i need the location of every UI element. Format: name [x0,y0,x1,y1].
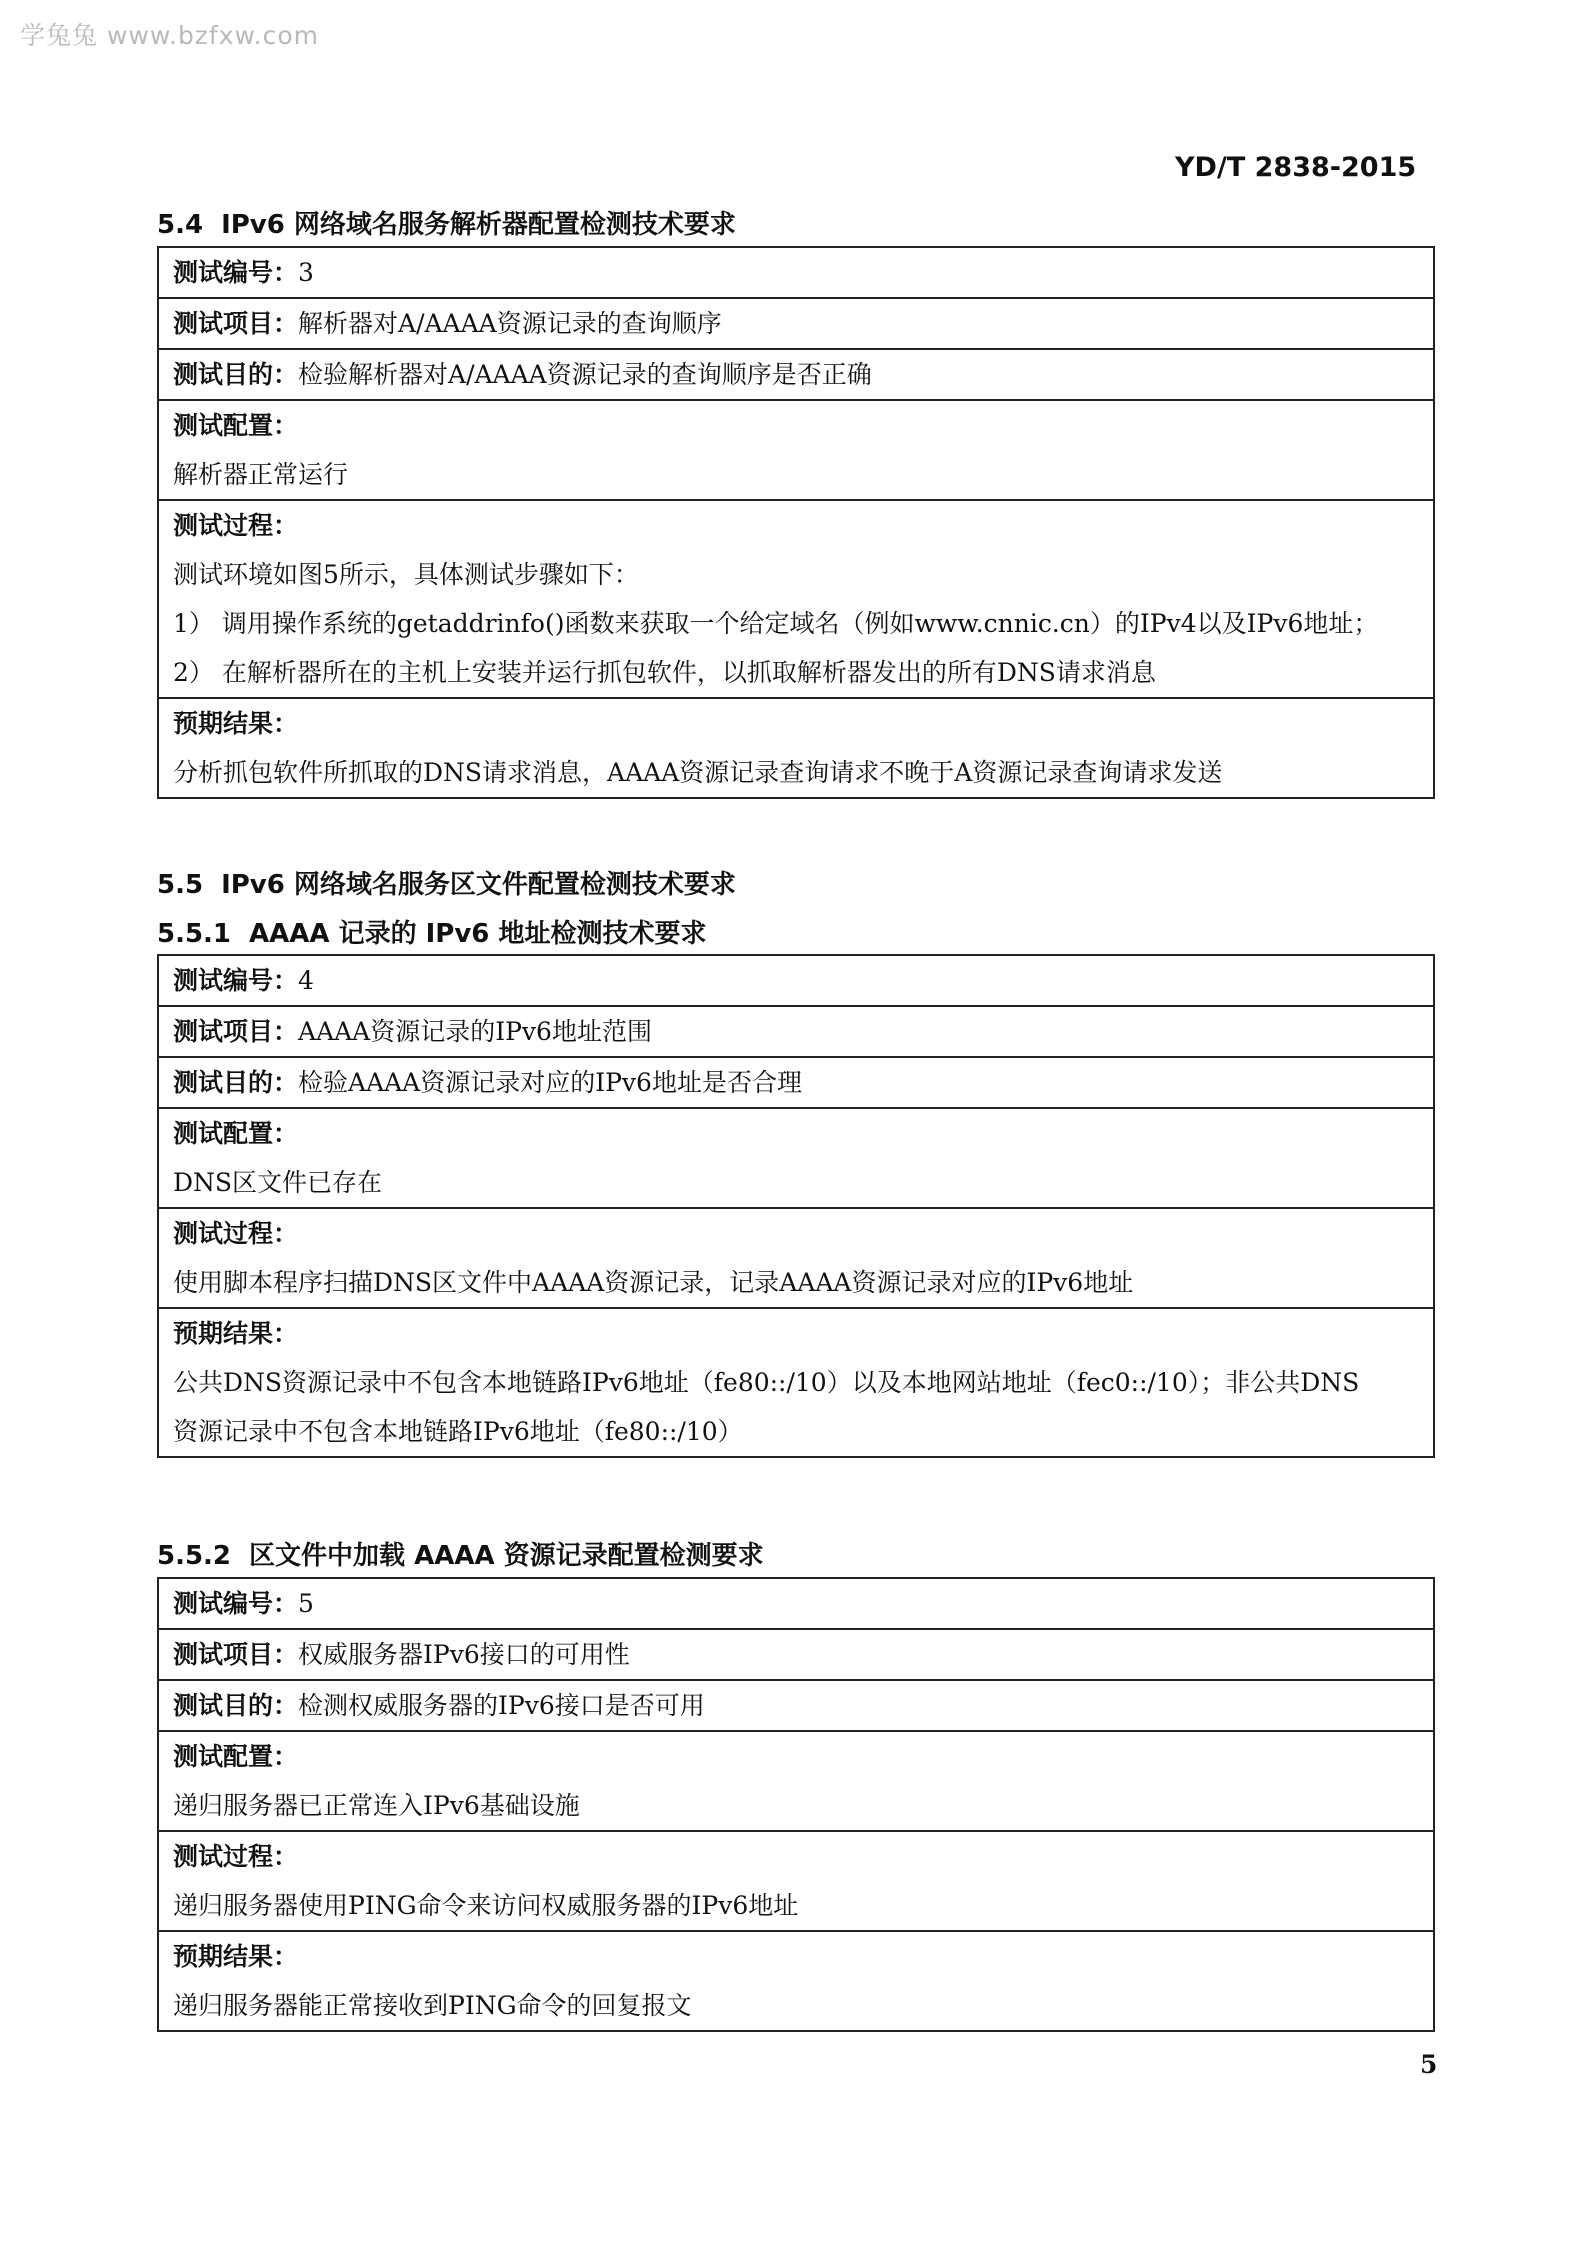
row-test-procedure [159,499,1433,697]
label-test-item: 测试项目： [173,1640,299,1669]
section-heading-5-5-1 [157,913,706,950]
value-test-item: AAAA资源记录的IPv6地址范围 [298,1017,652,1046]
row-test-purpose [159,1679,1433,1730]
section-title: IPv6 网络域名服务解析器配置检测技术要求 [221,210,736,240]
row-test-procedure [159,1830,1433,1930]
label-test-id: 测试编号： [173,1589,299,1618]
row-expected-result [159,697,1433,797]
test-table-4 [157,954,1435,1458]
config-text: DNS区文件已存在 [173,1168,383,1197]
config-text: 递归服务器已正常连入IPv6基础设施 [173,1791,580,1820]
section-title: IPv6 网络域名服务区文件配置检测技术要求 [221,870,736,900]
expected-result-text: 分析抓包软件所抓取的DNS请求消息，AAAA资源记录查询请求不晚于A资源记录查询请求发送 [173,758,1223,787]
label-test-id: 测试编号： [173,258,299,287]
value-test-purpose: 检验解析器对A/AAAA资源记录的查询顺序是否正确 [298,360,872,389]
label-test-purpose: 测试目的： [173,1068,299,1097]
row-test-procedure [159,1207,1433,1307]
page-number: 5 [1420,2050,1438,2079]
label-expected-result: 预期结果： [173,1319,299,1348]
label-test-procedure: 测试过程： [173,511,299,540]
value-test-purpose: 检测权威服务器的IPv6接口是否可用 [298,1691,705,1720]
label-test-purpose: 测试目的： [173,1691,299,1720]
expected-result-line-2: 资源记录中不包含本地链路IPv6地址（fe80::/10） [173,1417,743,1446]
label-test-purpose: 测试目的： [173,360,299,389]
label-test-id: 测试编号： [173,966,299,995]
label-expected-result: 预期结果： [173,709,299,738]
subsection-title: AAAA 记录的 IPv6 地址检测技术要求 [249,919,707,949]
row-test-id [159,1579,1433,1628]
row-test-config [159,1730,1433,1830]
procedure-line: 使用脚本程序扫描DNS区文件中AAAA资源记录，记录AAAA资源记录对应的IPv6地址 [173,1268,1134,1297]
section-number: 5.5 [157,870,204,900]
label-test-item: 测试项目： [173,309,299,338]
row-test-item [159,1628,1433,1679]
procedure-step-2: 2） 在解析器所在的主机上安装并运行抓包软件，以抓取解析器发出的所有DNS请求消息 [173,658,1156,687]
row-test-id [159,956,1433,1005]
procedure-line: 测试环境如图5所示，具体测试步骤如下： [173,560,639,589]
label-test-procedure: 测试过程： [173,1219,299,1248]
row-test-config [159,1107,1433,1207]
row-test-item [159,297,1433,348]
label-test-item: 测试项目： [173,1017,299,1046]
value-test-item: 权威服务器IPv6接口的可用性 [298,1640,630,1669]
label-test-config: 测试配置： [173,1119,299,1148]
row-test-purpose [159,1056,1433,1107]
label-expected-result: 预期结果： [173,1942,299,1971]
section-heading-5-4 [157,204,736,241]
procedure-step-1: 1） 调用操作系统的getaddrinfo()函数来获取一个给定域名（例如www.cnnic.cn）的IPv4以及IPv6地址； [173,609,1379,638]
watermark-text: 学兔兔 www.bzfxw.com [20,21,320,50]
subsection-number: 5.5.1 [157,919,232,949]
procedure-line: 递归服务器使用PING命令来访问权威服务器的IPv6地址 [173,1891,799,1920]
document-number: YD/T 2838-2015 [1175,152,1417,183]
section-heading-5-5-2 [157,1535,764,1572]
value-test-id: 3 [298,258,314,287]
section-heading-5-5 [157,864,736,901]
section-number: 5.5.2 [157,1541,232,1571]
label-test-config: 测试配置： [173,411,299,440]
value-test-id: 5 [298,1589,314,1618]
row-expected-result [159,1930,1433,2030]
row-test-id [159,248,1433,297]
row-test-config [159,399,1433,499]
expected-result-text: 递归服务器能正常接收到PING命令的回复报文 [173,1991,692,2020]
test-table-5 [157,1577,1435,2032]
row-test-purpose [159,348,1433,399]
test-table-3 [157,246,1435,799]
section-title: 区文件中加载 AAAA 资源记录配置检测要求 [249,1541,764,1571]
config-text: 解析器正常运行 [173,460,349,489]
value-test-purpose: 检验AAAA资源记录对应的IPv6地址是否合理 [298,1068,802,1097]
label-test-procedure: 测试过程： [173,1842,299,1871]
value-test-item: 解析器对A/AAAA资源记录的查询顺序 [298,309,722,338]
label-test-config: 测试配置： [173,1742,299,1771]
row-expected-result [159,1307,1433,1456]
value-test-id: 4 [298,966,314,995]
row-test-item [159,1005,1433,1056]
expected-result-line-1: 公共DNS资源记录中不包含本地链路IPv6地址（fe80::/10）以及本地网站地址（fec0::/10）；非公共DNS [173,1368,1360,1397]
section-number: 5.4 [157,210,204,240]
